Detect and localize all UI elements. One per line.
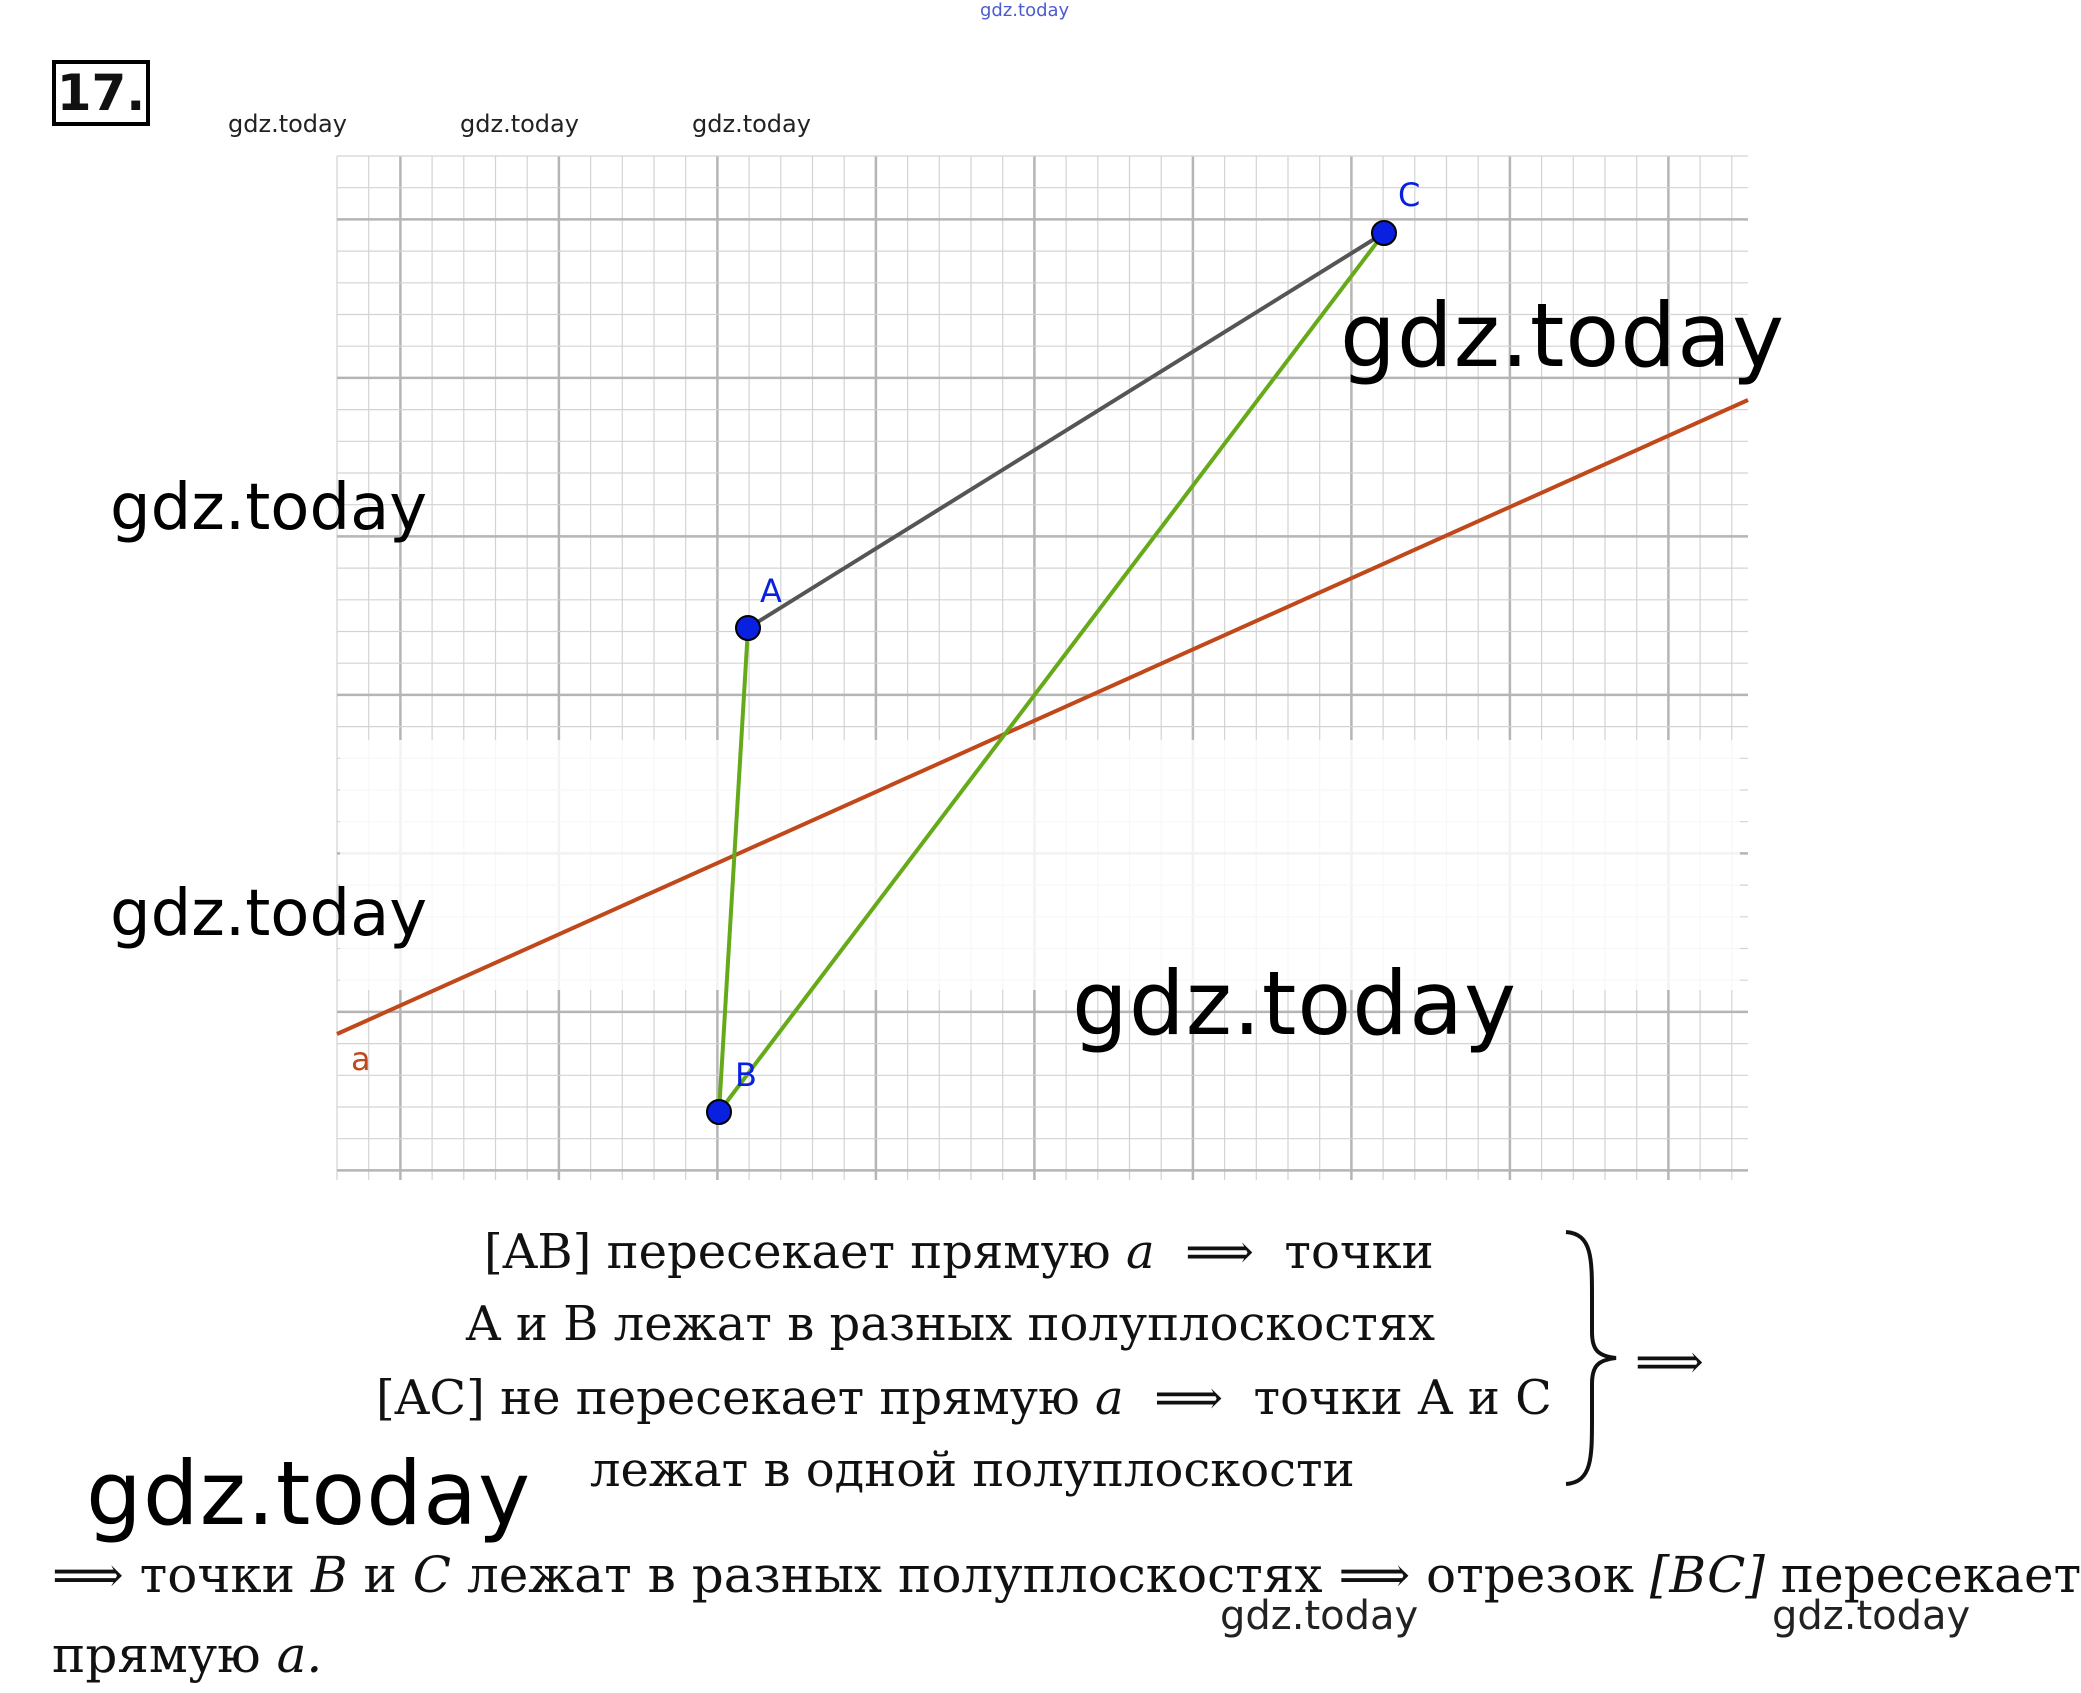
conclusion-c: C	[412, 1546, 452, 1604]
label-b: B	[735, 1056, 757, 1094]
task-number: 17.	[52, 60, 150, 126]
conclusion-b: B	[310, 1546, 348, 1604]
conclusion-bc: [BC]	[1649, 1546, 1765, 1604]
conclusion-part-2: лежат в разных полуплоскостях ⟹ отрезок	[466, 1546, 1635, 1604]
solution-line-1-var: a	[1125, 1224, 1155, 1280]
conclusion-line-2-text: прямую	[52, 1626, 261, 1684]
solution-line-4: лежат в одной полуплоскости	[590, 1442, 1355, 1498]
conclusion-part-3: пересекает	[1780, 1546, 2081, 1604]
watermark-small-1: gdz.today	[228, 110, 347, 138]
point-b	[707, 1100, 731, 1124]
solution-line-2: A и B лежат в разных полуплоскостях	[466, 1296, 1436, 1352]
label-c: C	[1398, 176, 1421, 214]
watermark-small-2: gdz.today	[460, 110, 579, 138]
watermark-small-3: gdz.today	[692, 110, 811, 138]
solution-line-1-implies: ⟹	[1185, 1224, 1254, 1280]
point-c	[1372, 221, 1396, 245]
watermark-top: gdz.today	[980, 0, 1070, 21]
solution-line-3-implies: ⟹	[1154, 1370, 1223, 1426]
conclusion-and: и	[363, 1546, 397, 1604]
watermark-mid-2: gdz.today	[1772, 1593, 1971, 1639]
solution-line-1-end: точки	[1284, 1224, 1434, 1280]
erased-band	[340, 740, 1740, 990]
solution-line-3-end: точки A и C	[1253, 1370, 1552, 1426]
implies-arrow: ⟹	[1635, 1334, 1704, 1390]
conclusion-part-1: ⟹ точки	[52, 1546, 295, 1604]
solution-line-3-var: a	[1095, 1370, 1124, 1426]
watermark-mid-1: gdz.today	[1220, 1593, 1419, 1639]
solution-line-1	[484, 1224, 1434, 1280]
solution-line-1-text: [AB] пересекает прямую	[484, 1224, 1111, 1280]
solution-line-3	[376, 1370, 1552, 1426]
watermark-huge-1: gdz.today	[1340, 284, 1786, 387]
label-a: A	[760, 572, 782, 610]
right-brace	[1558, 1228, 1628, 1488]
watermark-huge-2: gdz.today	[1072, 952, 1518, 1055]
label-line-a: a	[351, 1040, 371, 1078]
watermark-huge-3: gdz.today	[86, 1442, 532, 1545]
conclusion-line-2	[52, 1626, 323, 1684]
solution-line-3-text: [AC] не пересекает прямую	[376, 1370, 1080, 1426]
watermark-big-1: gdz.today	[110, 471, 428, 545]
point-a	[736, 616, 760, 640]
watermark-big-2: gdz.today	[110, 877, 428, 951]
conclusion-var: a.	[276, 1626, 323, 1684]
